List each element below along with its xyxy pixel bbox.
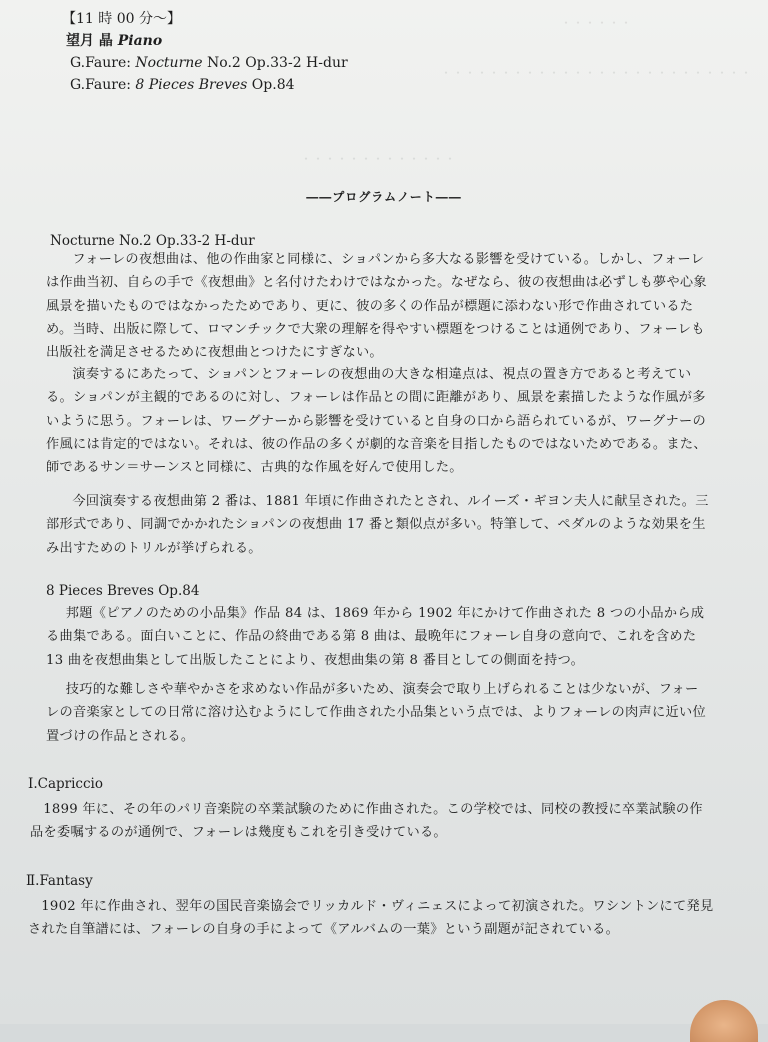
section-heading-nocturne: Nocturne No.2 Op.33-2 H-dur [50, 233, 255, 249]
paragraph: 技巧的な難しさや華やかさを求めない作品が多いため、演奏会で取り上げられることは少ないが、フォーレの音楽家としての日常に溶け込むようにして作曲された小品集という点では、よりフォーレの肉声に近い位置づけの作品とされる。 [46, 682, 706, 744]
paragraph: フォーレの夜想曲は、他の作曲家と同様に、ショパンから多大なる影響を受けている。しかし、フォーレは作曲当初、自らの手で《夜想曲》と名付けたわけではなかった。なぜなら、彼の夜想曲は必ずしも夢や心象風景を描いたものではなかったためであり、更に、彼の多くの作品が標題に添わない形で作曲されているため。当時、出版に際して、ロマンチックで大衆の理解を得やすい標題をつけることは通例であり、フォーレも出版社を満足させるために夜想曲とつけたにすぎない。 [46, 252, 707, 361]
program-item-pieces-breves [62, 74, 348, 96]
bleed-through-text: ・・・・・・・・・・・・・ [300, 152, 457, 166]
performer-name: 望月 晶 [66, 33, 113, 49]
section-heading-capriccio: Ⅰ.Capriccio [28, 776, 103, 792]
composer: G.Faure: [70, 77, 136, 93]
section-heading-pieces-breves: 8 Pieces Breves Op.84 [46, 583, 200, 599]
work-title: 8 Pieces Breves [135, 77, 248, 93]
work-detail: Op.84 [247, 77, 295, 93]
paragraph: 邦題《ピアノのための小品集》作品 84 は、1869 年から 1902 年にかけて作曲された 8 つの小品から成る曲集である。面白いことに、作品の終曲である第 8 曲は、最晩年にフォーレ自身の意向で、これを含めた 13 曲を夜想曲集として出版したことにより、夜想曲集の第 8 番目としての側面を持つ。 [46, 606, 705, 668]
paragraph: 今回演奏する夜想曲第 2 番は、1881 年頃に作曲されたとされ、ルイーズ・ギヨン夫人に献呈された。三部形式であり、同調でかかれたショパンの夜想曲 17 番と類似点が多い。特筆して、ペダルのような効果を生み出すためのトリルが挙げられる。 [46, 494, 709, 556]
start-time: 【11 時 00 分～】 [62, 11, 181, 27]
program-notes-title: ――プログラムノート―― [306, 190, 462, 204]
section-heading-fantasy: Ⅱ.Fantasy [26, 873, 93, 889]
fingertip [690, 1000, 758, 1042]
paragraph: 演奏するにあたって、ショパンとフォーレの夜想曲の大きな相違点は、視点の置き方であると考えている。ショパンが主観的であるのに対し、フォーレは作品との間に距離があり、風景を素描したような作風が多いように思う。フォーレは、ワーグナーから影響を受けていると自身の口から語られているが、ワーグナーの作風には肯定的ではない。それは、彼の作品の多くが劇的な音楽を目指したものではないためである。また、師であるサン＝サーンスと同様に、古典的な作風を好んで使用した。 [46, 367, 707, 476]
paragraph: 1902 年に作曲され、翌年の国民音楽協会でリッカルド・ヴィニェスによって初演された。ワシントンにて発見された自筆譜には、フォーレの自身の手によって《アルバムの一葉》という副題が記されている。 [28, 899, 714, 938]
concert-header [62, 8, 348, 96]
bleed-through-text: ・・・・・・ [560, 16, 633, 30]
composer: G.Faure: [70, 55, 136, 71]
work-detail: No.2 Op.33-2 H-dur [202, 55, 348, 71]
performer-instrument: Piano [117, 33, 163, 49]
work-title: Nocturne [135, 55, 203, 71]
program-item-nocturne [62, 52, 348, 74]
performer [62, 30, 348, 52]
bleed-through-text: ・・・・・・・・・・・・・・・・・・・・・・・・・・ [440, 66, 753, 80]
paragraph: 1899 年に、その年のパリ音楽院の卒業試験のために作曲された。この学校では、同校の教授に卒業試験の作品を委嘱するのが通例で、フォーレは幾度もこれを引き受けている。 [30, 802, 703, 841]
